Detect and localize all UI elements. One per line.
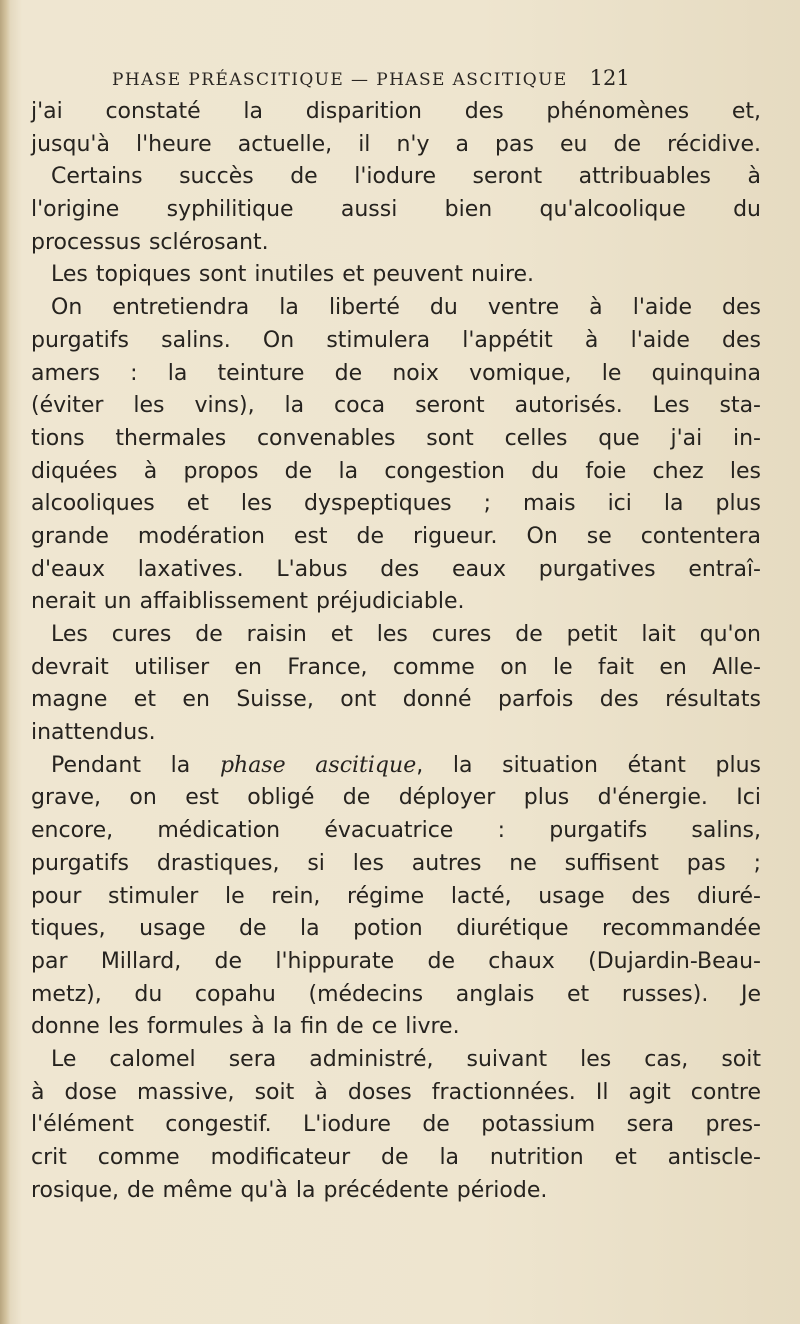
body-text <box>31 96 761 1207</box>
text-line: devrait utiliser en France, comme on le fait en Alle- <box>31 654 761 680</box>
text-line: metz), du copahu (médecins anglais et russes). Je <box>31 981 761 1007</box>
paragraph-start: Les cures de raisin et les cures de petit lait qu'on <box>51 622 761 647</box>
running-header-title: PHASE PRÉASCITIQUE — PHASE ASCITIQUE <box>112 70 568 90</box>
text-line: diquées à propos de la congestion du foie chez les <box>31 458 761 484</box>
text-line: (éviter les vins), la coca seront autorisés. Les sta- <box>31 393 761 419</box>
paragraph-start: On entretiendra la liberté du ventre à l'aide des <box>51 295 761 321</box>
text-line: jusqu'à l'heure actuelle, il n'y a pas eu de récidive. <box>31 131 761 157</box>
text-run: Pendant la <box>51 752 220 778</box>
text-line: à dose massive, soit à doses fractionnées. Il agit contre <box>31 1079 761 1105</box>
text-line: crit comme modificateur de la nutrition et antiscle- <box>31 1145 761 1170</box>
text-line: encore, médication évacuatrice : purgatifs salins, <box>31 818 761 844</box>
text-line: j'ai constaté la disparition des phénomènes et, <box>31 99 761 124</box>
paragraph-start: Le calomel sera administré, suivant les cas, soit <box>51 1046 761 1072</box>
text-line: alcooliques et les dyspeptiques ; mais ici la plus <box>31 491 761 517</box>
text-line: grande modération est de rigueur. On se contentera <box>31 523 761 549</box>
text-line: rosique, de même qu'à la précédente période. <box>31 1177 548 1203</box>
running-header <box>112 66 652 90</box>
text-line: purgatifs salins. On stimulera l'appétit à l'aide des <box>31 327 761 353</box>
text-run: , la situation étant plus <box>416 752 761 778</box>
text-line: grave, on est obligé de déployer plus d'énergie. Ici <box>31 785 761 811</box>
paragraph-start: Les topiques sont inutiles et peuvent nuire. <box>51 262 535 288</box>
text-line: tions thermales convenables sont celles que j'ai in- <box>31 425 761 451</box>
italic-term: phase ascitique <box>219 752 417 778</box>
text-line: donne les formules à la fin de ce livre. <box>31 1014 460 1040</box>
text-line: l'origine syphilitique aussi bien qu'alcoolique du <box>31 197 761 223</box>
paragraph-start: Certains succès de l'iodure seront attribuables à <box>51 164 761 190</box>
text-line: pour stimuler le rein, régime lacté, usage des diuré- <box>31 883 761 909</box>
text-line: d'eaux laxatives. L'abus des eaux purgatives entraî- <box>31 556 761 582</box>
paragraph-start <box>31 750 761 783</box>
text-line: purgatifs drastiques, si les autres ne suffisent pas ; <box>31 850 761 876</box>
text-line: processus sclérosant. <box>31 229 269 255</box>
page-number: 121 <box>589 66 630 90</box>
text-line: inattendus. <box>31 720 156 746</box>
text-line: magne et en Suisse, ont donné parfois des résultats <box>31 687 761 713</box>
text-line: nerait un affaiblissement préjudiciable. <box>31 589 465 615</box>
page-gutter <box>0 0 10 1324</box>
text-line: par Millard, de l'hippurate de chaux (Dujardin-Beau- <box>31 948 761 974</box>
text-line: l'élément congestif. L'iodure de potassium sera pres- <box>31 1112 761 1138</box>
text-line: amers : la teinture de noix vomique, le quinquina <box>31 360 761 386</box>
text-line: tiques, usage de la potion diurétique recommandée <box>31 916 761 942</box>
